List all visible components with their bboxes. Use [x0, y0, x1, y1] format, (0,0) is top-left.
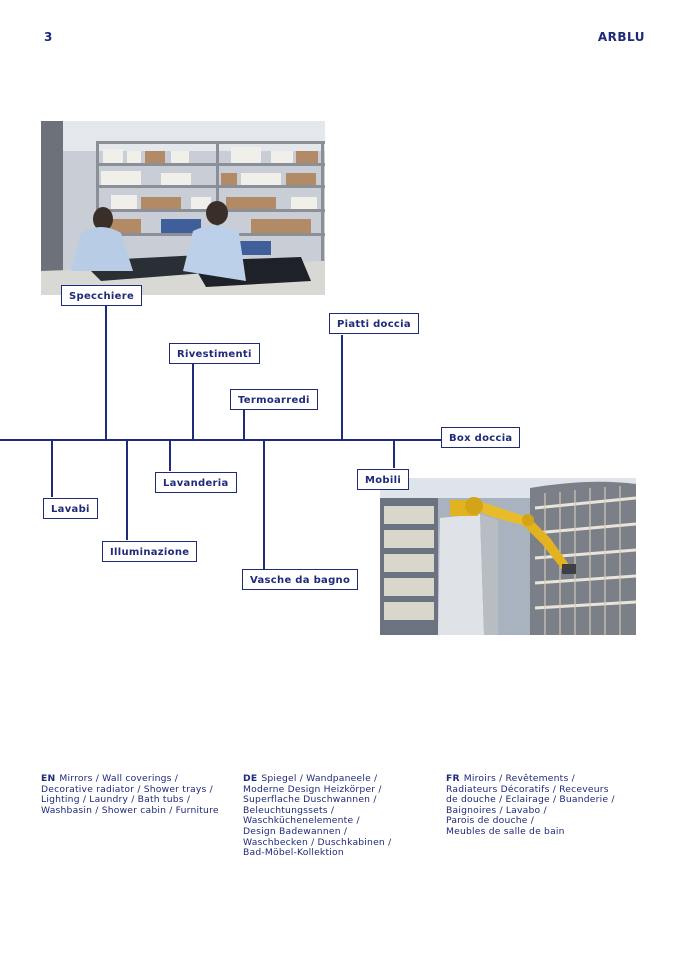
translation-en: [41, 774, 219, 816]
translation-line: Miroirs / Revêtements /: [463, 773, 575, 784]
connector-rivestimenti: [192, 364, 194, 440]
translation-line: Washbasin / Shower cabin / Furniture: [41, 804, 219, 816]
connector-mobili: [393, 440, 395, 468]
translation-fr: [446, 774, 615, 838]
translation-de: [243, 774, 391, 859]
translation-line: Superflache Duschwannen /: [243, 794, 377, 806]
translation-line: Lighting / Laundry / Bath tubs /: [41, 794, 191, 806]
label-illuminazione: Illuminazione: [102, 541, 197, 562]
label-vasche-da-bagno: Vasche da bagno: [242, 569, 358, 590]
connector-lavanderia: [169, 440, 171, 471]
page-number: 3: [44, 30, 53, 44]
label-rivestimenti: Rivestimenti: [169, 343, 260, 364]
translation-line: Beleuchtungssets /: [243, 804, 335, 816]
label-lavanderia: Lavanderia: [155, 472, 237, 493]
translation-line: Decorative radiator / Shower trays /: [41, 783, 213, 795]
translation-line: Waschküchenelemente /: [243, 815, 360, 827]
label-specchiere: Specchiere: [61, 285, 142, 306]
translation-line: Meubles de salle de bain: [446, 825, 565, 837]
translation-line: Bad-Möbel-Kollektion: [243, 847, 344, 859]
workshop-photo: [41, 121, 325, 295]
label-box-doccia: Box doccia: [441, 427, 520, 448]
robot-photo: [380, 478, 636, 635]
translation-line: Mirrors / Wall coverings /: [59, 773, 179, 784]
translation-line: Parois de douche /: [446, 815, 535, 827]
translation-line: Baignoires / Lavabo /: [446, 804, 547, 816]
label-piatti-doccia: Piatti doccia: [329, 313, 419, 334]
connector-lavabi: [51, 440, 53, 497]
connector-termoarredi: [243, 410, 245, 440]
connector-specchiere: [105, 306, 107, 440]
label-lavabi: Lavabi: [43, 498, 98, 519]
language-code-en: EN: [41, 773, 56, 784]
translation-line: de douche / Eclairage / Buanderie /: [446, 794, 615, 806]
label-termoarredi: Termoarredi: [230, 389, 318, 410]
label-mobili: Mobili: [357, 469, 409, 490]
translation-line: Waschbecken / Duschkabinen /: [243, 836, 392, 848]
connector-piatti-doccia: [341, 335, 343, 440]
translation-line: Moderne Design Heizkörper /: [243, 783, 382, 795]
connector-illuminazione: [126, 440, 128, 540]
language-code-fr: FR: [446, 773, 460, 784]
brand-name: ARBLU: [597, 30, 645, 44]
translation-line: Design Badewannen /: [243, 825, 348, 837]
language-code-de: DE: [243, 773, 258, 784]
translation-line: Spiegel / Wandpaneele /: [261, 773, 378, 784]
translation-line: Radiateurs Décoratifs / Receveurs: [446, 783, 609, 795]
connector-vasche: [263, 440, 265, 569]
diagram-axis-line: [0, 439, 442, 441]
